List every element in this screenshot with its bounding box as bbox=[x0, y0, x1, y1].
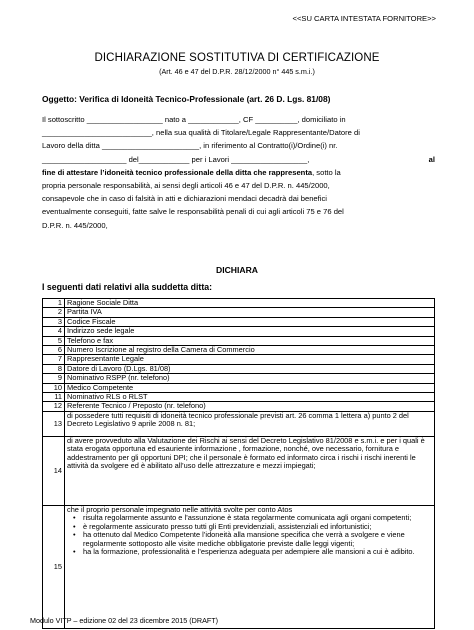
list-item: • risulta regolarmente assunto e l’assunzione è stata regolarmente comunicata agli organi competenti; bbox=[83, 514, 432, 522]
row-label: Nominativo RLS o RLST bbox=[65, 393, 435, 402]
footer-text: Modulo VITP – edizione 02 del 23 dicembre 2015 (DRAFT) bbox=[30, 616, 219, 625]
row-number: 5 bbox=[43, 336, 65, 345]
row-number: 1 bbox=[43, 299, 65, 308]
row-number: 15 bbox=[43, 505, 65, 628]
row-number: 11 bbox=[43, 393, 65, 402]
declaration-line: __________________________, nella sua qualità di Titolare/Legale Rappresentante/Datore di bbox=[42, 128, 360, 138]
declaration-bold-text: al bbox=[428, 154, 435, 164]
row-number: 2 bbox=[43, 308, 65, 317]
row-label: Datore di Lavoro (D.Lgs. 81/08) bbox=[65, 364, 435, 373]
declaration-line: Lavoro della ditta _______________________, in riferimento al Contratto(i)/Ordine(i) nr. bbox=[42, 141, 338, 151]
row-intro: che il proprio personale impegnato nelle attività svolte per conto Atos bbox=[67, 504, 293, 514]
table-row bbox=[43, 505, 435, 628]
declaration-line: consapevole che in caso di falsità in atti e dichiarazioni mendaci decadrà dai benefici bbox=[42, 194, 327, 204]
declaration-bold-text: fine di attestare l’idoneità tecnico professionale della ditta che rappresenta bbox=[42, 167, 313, 177]
row-label: Indirizzo sede legale bbox=[65, 327, 435, 336]
row-number: 12 bbox=[43, 402, 65, 411]
table-row bbox=[43, 355, 435, 364]
list-item: • è regolarmente assicurato presso tutti gli Enti previdenziali, assistenziali ed infortunistici; bbox=[83, 523, 432, 531]
row-number: 14 bbox=[43, 436, 65, 505]
row-label: Partita IVA bbox=[65, 308, 435, 317]
company-data-table bbox=[42, 298, 435, 629]
row-label: Rappresentante Legale bbox=[65, 355, 435, 364]
row-label: Medico Competente bbox=[65, 383, 435, 392]
subject-line: Oggetto: Verifica di Idoneità Tecnico-Professionale (art. 26 D. Lgs. 81/08) bbox=[42, 94, 331, 104]
row-number: 6 bbox=[43, 346, 65, 355]
row-number: 9 bbox=[43, 374, 65, 383]
row-number: 7 bbox=[43, 355, 65, 364]
document-title: DICHIARAZIONE SOSTITUTIVA DI CERTIFICAZIONE bbox=[94, 52, 380, 64]
list-item: • ha la formazione, professionalità e l’esperienza adeguata per adempiere alle mansioni a cui è adibito. bbox=[83, 548, 432, 556]
row-number: 3 bbox=[43, 317, 65, 326]
letterhead-placeholder: <<SU CARTA INTESTATA FORNITORE>> bbox=[292, 14, 436, 23]
row-number: 4 bbox=[43, 327, 65, 336]
row-number: 8 bbox=[43, 364, 65, 373]
declaration-line: propria personale responsabilità, ai sensi degli articoli 46 e 47 del D.P.R. n. 445/2000, bbox=[42, 181, 330, 191]
dichiara-heading: DICHIARA bbox=[215, 265, 258, 275]
declaration-line: D.P.R. n. 445/2000, bbox=[42, 220, 108, 230]
declaration-line: Il sottoscritto __________________ nato a ____________, CF __________, domiciliato in bbox=[42, 115, 346, 124]
section-title: I seguenti dati relativi alla suddetta ditta: bbox=[42, 282, 213, 292]
row-number: 10 bbox=[43, 383, 65, 392]
document-subtitle: (Art. 46 e 47 del D.P.R. 28/12/2000 n° 445 s.m.i.) bbox=[159, 67, 315, 76]
row-label: Numero Iscrizione al registro della Camera di Commercio bbox=[65, 346, 435, 355]
row-text: di avere provveduto alla Valutazione dei Rischi ai sensi del Decreto Legislativo 81/2008 e s.m.i. e per i quali è stata erogata opportuna ed esauriente informazione , formazione, nonché, ove necessario, fornitura e addestramento per gli opportuni DPI; che il personale è formato ed informato circa i rischi i rischi inerenti le attività da svolgere ed è abilitato all’uso delle attrezzature e mezzi impiegati; bbox=[65, 436, 435, 505]
row-label: Telefono e fax bbox=[65, 336, 435, 345]
row-label: Ragione Sociale Ditta bbox=[65, 299, 435, 308]
declaration-text: ____________________ del____________ per i Lavori __________________, bbox=[42, 154, 310, 164]
row-content bbox=[65, 505, 435, 628]
list-item: • ha ottenuto dal Medico Competente l’idoneità alla mansione specifica che verrà a svolgere e viene regolarmente sottoposto alle visite mediche obbligatorie previste dalle leggi vigenti; bbox=[83, 531, 432, 548]
table-row bbox=[43, 411, 435, 436]
row-number: 13 bbox=[43, 411, 65, 436]
declaration-text: , sotto la bbox=[312, 167, 341, 177]
row-label: Codice Fiscale bbox=[65, 317, 435, 326]
table-row bbox=[43, 327, 435, 336]
declaration-line bbox=[42, 153, 435, 166]
row-label: Referente Tecnico / Preposto (nr. telefono) bbox=[65, 402, 435, 411]
table-row bbox=[43, 308, 435, 317]
declaration-paragraph bbox=[42, 113, 435, 232]
bullet-list bbox=[67, 514, 432, 556]
table-row bbox=[43, 402, 435, 411]
row-text: di possedere tutti requisiti di idoneità tecnico professionale previsti art. 26 comma 1 lettera a) punto 2 del Decreto Legislativo 9 aprile 2008 n. 81; bbox=[65, 411, 435, 436]
row-label: Nominativo RSPP (nr. telefono) bbox=[65, 374, 435, 383]
table-row bbox=[43, 374, 435, 383]
declaration-line bbox=[42, 166, 435, 179]
table-row bbox=[43, 436, 435, 505]
declaration-line: eventualmente conseguiti, fatte salve le responsabilità penali di cui agli articoli 75 e 76 del bbox=[42, 207, 344, 217]
